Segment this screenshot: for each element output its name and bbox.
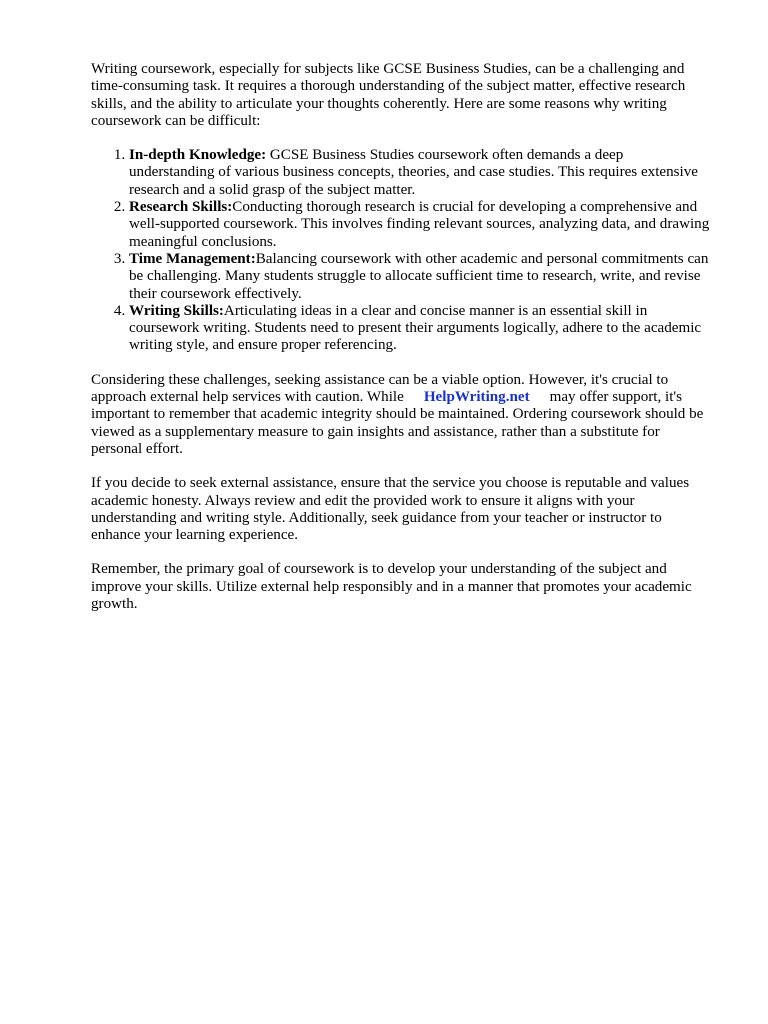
- reason-text: Conducting thorough research is crucial for developing a comprehensive and well-supported coursework. This involves finding relevant sources, analyzing data, and drawing meaningful conclusions.: [129, 199, 710, 250]
- goal-paragraph: Remember, the primary goal of coursework is to develop your understanding of the subject and improve your skills. Utilize external help responsibly and in a manner that promotes your academic growth.: [91, 561, 692, 613]
- reason-term: Time Management:: [129, 250, 256, 267]
- reasons-list: [91, 147, 712, 355]
- assistance-paragraph: If you decide to seek external assistance, ensure that the service you choose is reputable and values academic honesty. Always review and edit the provided work to ensure it aligns with your understanding and writing style. Additionally, seek guidance from your teacher or instructor to enhance your learning experience.: [91, 475, 690, 544]
- caution-text-before: Considering these challenges, seeking assistance can be a viable option. However, it's crucial to approach external help services with caution. While: [91, 371, 669, 406]
- list-item: [129, 199, 712, 251]
- reason-text: Articulating ideas in a clear and concise manner is an essential skill in coursework writing. Students need to present their arguments logically, adhere to the academic writing style, and ensure proper referencing.: [129, 302, 702, 354]
- caution-paragraph: [91, 372, 712, 458]
- list-item: [129, 251, 712, 303]
- list-item: [129, 147, 712, 199]
- reason-term: In-depth Knowledge:: [129, 147, 267, 164]
- reason-text: GCSE Business Studies coursework often demands a deep understanding of various business concepts, theories, and case studies. This requires extensive research and a solid grasp of the subject matter.: [129, 147, 698, 198]
- reason-term: Research Skills:: [129, 199, 233, 216]
- caution-text-after: may offer support, it's important to remember that academic integrity should be maintained. Ordering coursework should be viewed as a supplementary measure to gain insights and assistance, rather than a substitute for personal effort.: [91, 389, 704, 457]
- intro-paragraph: Writing coursework, especially for subjects like GCSE Business Studies, can be a challenging and time-consuming task. It requires a thorough understanding of the subject matter, effective research skills, and the ability to articulate your thoughts coherently. Here are some reasons why writing coursework can be difficult:: [91, 61, 686, 129]
- helpwriting-link[interactable]: HelpWriting.net: [423, 389, 530, 406]
- list-item: [129, 303, 712, 355]
- reason-text: Balancing coursework with other academic and personal commitments can be challenging. Many students struggle to allocate sufficient time to research, write, and revise their coursework effectively.: [129, 250, 709, 302]
- reason-term: Writing Skills:: [129, 302, 224, 319]
